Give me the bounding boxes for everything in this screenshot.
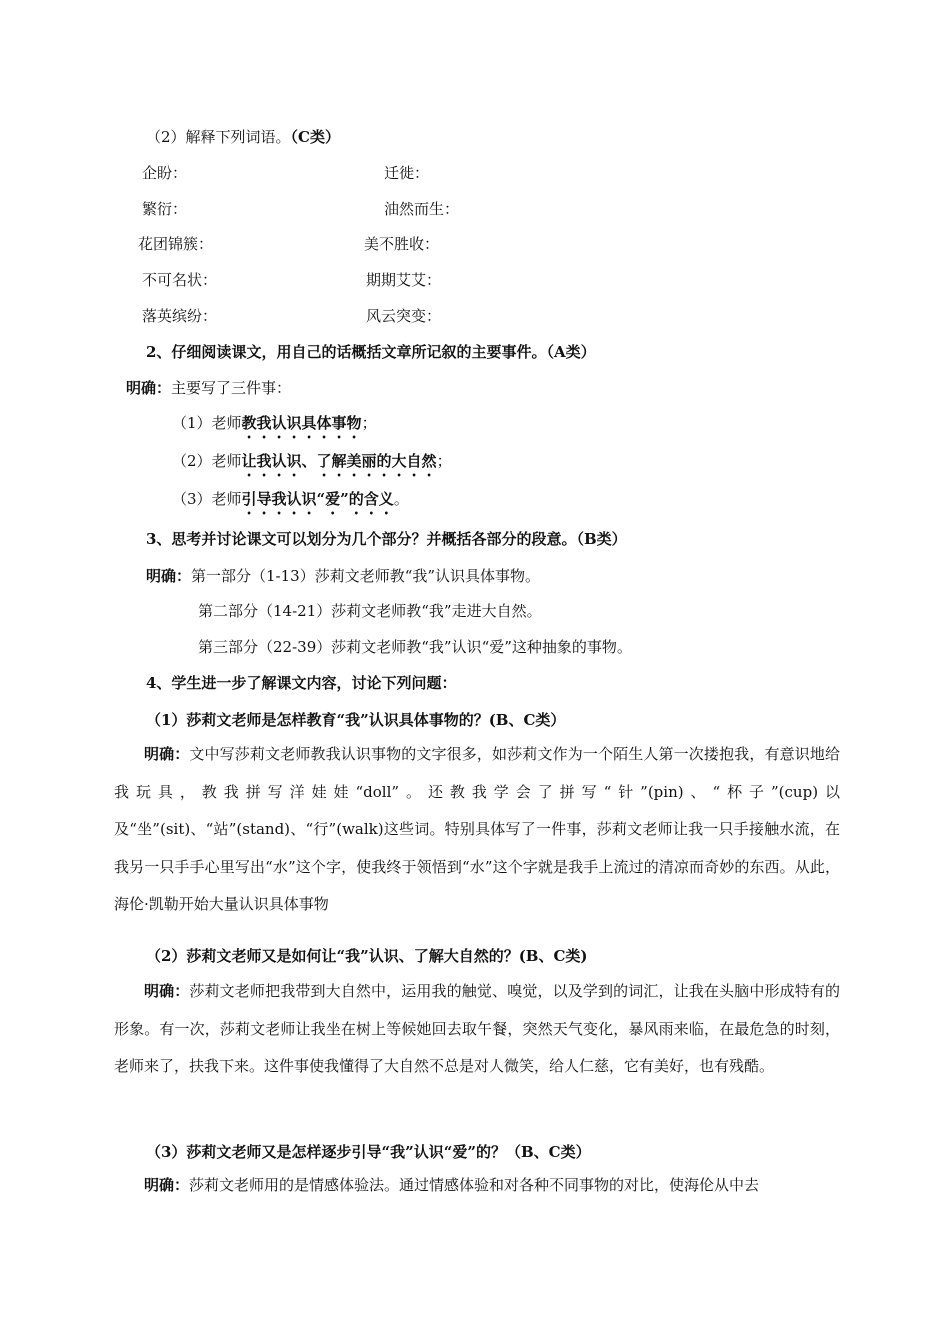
vocab-heading xyxy=(146,127,340,147)
answer-label: 明确： xyxy=(146,567,192,585)
vocab-word: 不可名状： xyxy=(142,271,218,289)
discussion-answer xyxy=(114,973,840,1086)
answer-text: 文中写莎莉文老师教我认识事物的文字很多，如莎莉文作为一个陌生人第一次搂抱我，有意识地给我玩具，教我拼写洋娃娃“doll”。还教我学会了拼写“针”(pin)、“杯子”(cup)以及“坐”(sit)、“站”(stand)、“行”(walk)这些词。特别具体写了一件事，莎莉文老师让我一只手接触水流，在我另一只手手心里写出“水”这个字，使我终于领悟到“水”这个字就是我手上流过的清凉而奇妙的东西。从此，海伦·凯勒开始大量认识具体事物 xyxy=(114,745,840,913)
event-prefix: （3）老师 xyxy=(172,490,242,508)
event-suffix: ； xyxy=(436,452,452,470)
vocab-word: 期期艾艾： xyxy=(366,271,442,289)
vocab-word: 风云突变： xyxy=(366,307,442,325)
section3-part: 第三部分（22-39）莎莉文老师教“我”认识“爱”这种抽象的事物。 xyxy=(198,638,632,656)
vocab-tag: （C类） xyxy=(290,128,340,146)
vocab-word: 企盼： xyxy=(142,164,188,182)
discussion-answer xyxy=(114,736,840,924)
discussion-question: （3）莎莉文老师又是怎样逐步引导“我”认识“爱”的？（B、C类） xyxy=(146,1143,591,1161)
discussion-question: （2）莎莉文老师又是如何让“我”认识、了解大自然的？(B、C类) xyxy=(146,947,588,965)
event-suffix: ； xyxy=(361,414,377,432)
section3-part: 第二部分（14-21）莎莉文老师教“我”走进大自然。 xyxy=(198,602,542,620)
event-item xyxy=(172,413,377,442)
answer-label: 明确： xyxy=(126,379,172,397)
section2-answer xyxy=(126,378,291,398)
section4-heading: 4、学生进一步了解课文内容，讨论下列问题： xyxy=(146,674,457,692)
event-item xyxy=(172,451,452,480)
event-emphasis: 让我认识、了解美丽的大自然 xyxy=(241,452,437,470)
part-text: 第一部分（1-13）莎莉文老师教“我”认识具体事物。 xyxy=(191,567,541,585)
event-item xyxy=(172,489,409,518)
section2-question: 2、仔细阅读课文，用自己的话概括文章所记叙的主要事件。（A类） xyxy=(146,343,596,361)
event-emphasis: 教我认识具体事物 xyxy=(241,414,362,432)
answer-label: 明确： xyxy=(144,745,190,763)
vocab-heading-text: （2）解释下列词语。 xyxy=(146,128,291,146)
event-emphasis: 引导我认识“爱”的含义 xyxy=(241,490,394,508)
vocab-word: 花团锦簇： xyxy=(138,235,214,253)
answer-label: 明确： xyxy=(144,982,190,1000)
event-suffix: 。 xyxy=(393,490,409,508)
section3-question: 3、思考并讨论课文可以划分为几个部分？并概括各部分的段意。（B类） xyxy=(146,530,627,548)
answer-text: 莎莉文老师用的是情感体验法。通过情感体验和对各种不同事物的对比，使海伦从中去 xyxy=(189,1176,760,1194)
answer-text: 莎莉文老师把我带到大自然中，运用我的触觉、嗅觉，以及学到的词汇，让我在头脑中形成特有的形象。有一次，莎莉文老师让我坐在树上等候她回去取午餐，突然天气变化，暴风雨来临，在最危急的时刻，老师来了，扶我下来。这件事使我懂得了大自然不总是对人微笑，给人仁慈，它有美好，也有残酷。 xyxy=(114,982,840,1075)
event-prefix: （2）老师 xyxy=(172,452,242,470)
vocab-word: 迁徙： xyxy=(384,164,430,182)
section3-part xyxy=(146,566,540,586)
discussion-question: （1）莎莉文老师是怎样教育“我”认识具体事物的？(B、C类） xyxy=(146,711,566,729)
vocab-word: 繁衍： xyxy=(142,200,188,218)
answer-label: 明确： xyxy=(144,1176,190,1194)
vocab-word: 美不胜收： xyxy=(364,235,440,253)
vocab-word: 落英缤纷： xyxy=(142,307,218,325)
discussion-answer xyxy=(114,1167,840,1205)
vocab-word: 油然而生： xyxy=(384,200,460,218)
event-prefix: （1）老师 xyxy=(172,414,242,432)
answer-intro: 主要写了三件事： xyxy=(171,379,292,397)
